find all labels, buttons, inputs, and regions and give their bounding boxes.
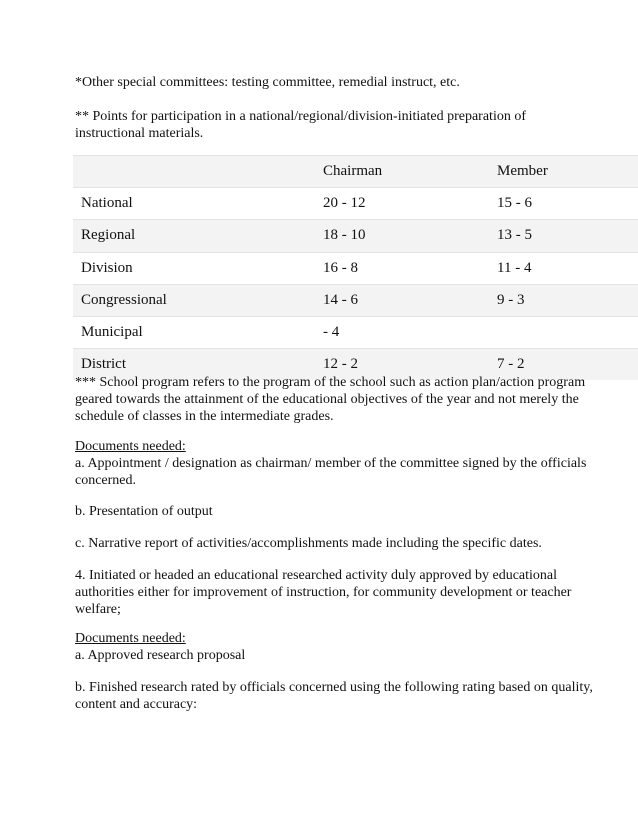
table-header-member: Member — [489, 156, 638, 188]
table-cell-chairman: 16 - 8 — [315, 252, 489, 284]
table-cell-member: 13 - 5 — [489, 220, 638, 252]
table-cell-member: 11 - 4 — [489, 252, 638, 284]
table-cell-chairman: 12 - 2 — [315, 349, 489, 381]
table-header-chairman: Chairman — [315, 156, 489, 188]
table-cell-level: District — [73, 349, 315, 381]
documents-needed-heading-2: Documents needed: — [75, 631, 186, 646]
note-other-committees: *Other special committees: testing committee, remedial instruct, etc. — [75, 75, 460, 90]
table-cell-chairman: 14 - 6 — [315, 284, 489, 316]
table-cell-member: 9 - 3 — [489, 284, 638, 316]
documents-item-finished-research: b. Finished research rated by officials concerned using the following rating based on quality, content and accuracy: — [75, 680, 593, 712]
table-row — [73, 252, 638, 284]
table-cell-level: Regional — [73, 220, 315, 252]
table-cell-level: Municipal — [73, 316, 315, 348]
table-cell-chairman: 20 - 12 — [315, 188, 489, 220]
note-points-participation: ** Points for participation in a national/regional/division-initiated preparation of instructional materials. — [75, 109, 527, 141]
documents-item-research-proposal: a. Approved research proposal — [75, 648, 246, 663]
table-cell-chairman: - 4 — [315, 316, 489, 348]
table-cell-level: National — [73, 188, 315, 220]
table-cell-level: Division — [73, 252, 315, 284]
table-row — [73, 284, 638, 316]
table-cell-level: Congressional — [73, 284, 315, 316]
table-header-cell — [73, 156, 315, 188]
documents-needed-heading: Documents needed: — [75, 439, 186, 454]
table-cell-member: 7 - 2 — [489, 349, 638, 381]
documents-item-narrative: c. Narrative report of activities/accomplishments made including the specific dates. — [75, 536, 542, 551]
note-school-program: *** School program refers to the program of the school such as action plan/action program geared towards the attainment of the educational objectives of the year and not merely the schedule of classes in the intermediate grades. — [75, 375, 586, 424]
points-table — [73, 155, 638, 380]
item-research-activity: 4. Initiated or headed an educational researched activity duly approved by educational authorities either for improvement of instruction, for community development or teacher welfare; — [75, 568, 572, 617]
table-row — [73, 188, 638, 220]
table-cell-member: 15 - 6 — [489, 188, 638, 220]
documents-item-appointment: a. Appointment / designation as chairman/ member of the committee signed by the officials concerned. — [75, 456, 587, 488]
table-cell-chairman: 18 - 10 — [315, 220, 489, 252]
table-row — [73, 220, 638, 252]
table-cell-member — [489, 316, 638, 348]
table-header-row — [73, 156, 638, 188]
table-row — [73, 316, 638, 348]
documents-item-presentation: b. Presentation of output — [75, 504, 213, 519]
